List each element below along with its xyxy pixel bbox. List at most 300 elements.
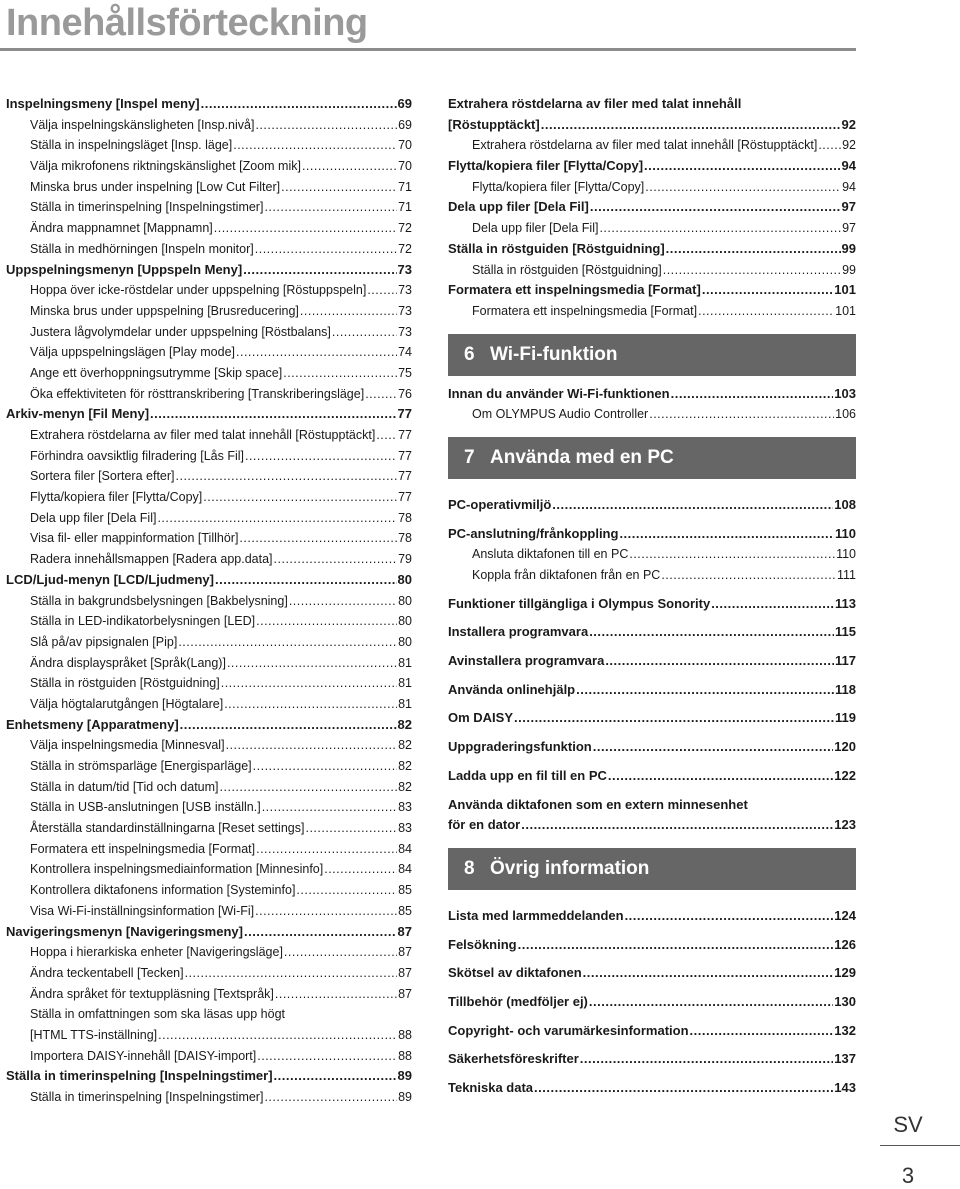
- toc-page-number: 77: [398, 469, 412, 484]
- toc-entry-heading[interactable]: [448, 935, 856, 956]
- dot-leader: [256, 611, 397, 632]
- toc-entry-title: Minska brus under uppspelning [Brusreducering]: [30, 303, 299, 318]
- toc-entry[interactable]: [6, 363, 412, 384]
- dot-leader: [215, 570, 397, 591]
- toc-page-number: 87: [398, 986, 412, 1001]
- dot-leader: [518, 935, 834, 956]
- toc-page-number: 126: [834, 936, 856, 952]
- dot-leader: [243, 260, 396, 281]
- dot-leader: [233, 135, 397, 156]
- dot-leader: [214, 218, 397, 239]
- toc-entry-title: Sortera filer [Sortera efter]: [30, 469, 175, 484]
- toc-entry-heading[interactable]: [448, 115, 856, 136]
- toc-entry[interactable]: [6, 694, 412, 715]
- toc-entry[interactable]: [6, 1004, 412, 1025]
- toc-entry-heading[interactable]: [448, 651, 856, 672]
- dot-leader: [157, 508, 397, 529]
- dot-leader: [711, 594, 834, 615]
- toc-entry-title: Hoppa i hierarkiska enheter [Navigeringsläge]: [30, 945, 283, 960]
- toc-entry[interactable]: [6, 818, 412, 839]
- toc-page-number: 97: [842, 221, 856, 236]
- toc-page-number: 78: [398, 510, 412, 525]
- toc-entry-title: Ställa in röstguiden [Röstguidning]: [448, 240, 665, 256]
- toc-entry-title: Copyright- och varumärkesinformation: [448, 1022, 689, 1038]
- toc-entry[interactable]: [448, 260, 856, 281]
- toc-entry-title: Om OLYMPUS Audio Controller: [472, 407, 649, 422]
- toc-entry[interactable]: [6, 735, 412, 756]
- chapter-title: Övrig information: [490, 857, 650, 879]
- dot-leader: [244, 922, 397, 943]
- toc-entry[interactable]: [6, 446, 412, 467]
- toc-entry-title: Ställa in medhörningen [Inspeln monitor]: [30, 241, 254, 256]
- dot-leader: [302, 156, 397, 177]
- toc-entry[interactable]: [6, 1087, 412, 1108]
- toc-page-number: 79: [398, 552, 412, 567]
- toc-page-number: 92: [841, 116, 856, 132]
- toc-entry[interactable]: [6, 756, 412, 777]
- toc-entry-title: Dela upp filer [Dela Fil]: [472, 221, 599, 236]
- toc-entry[interactable]: [6, 280, 412, 301]
- toc-entry[interactable]: [6, 508, 412, 529]
- toc-page-number: 108: [834, 496, 856, 512]
- toc-entry-title: Ändra teckentabell [Tecken]: [30, 965, 184, 980]
- chapter-number: 7: [464, 446, 475, 468]
- toc-page-number: 82: [398, 779, 412, 794]
- dot-leader: [253, 756, 397, 777]
- toc-entry-heading[interactable]: [6, 94, 412, 115]
- dot-leader: [629, 544, 835, 565]
- toc-page-number: 82: [398, 738, 412, 753]
- toc-page-number: 77: [398, 428, 412, 442]
- toc-entry[interactable]: [6, 425, 412, 446]
- toc-page-number: 119: [835, 710, 856, 726]
- toc-page-number: 73: [398, 324, 412, 339]
- toc-entry-title: Felsökning: [448, 936, 517, 952]
- toc-page-number: 110: [836, 547, 856, 562]
- toc-entry-title: Dela upp filer [Dela Fil]: [448, 199, 589, 215]
- toc-entry[interactable]: [6, 115, 412, 136]
- toc-page-number: 113: [835, 595, 856, 611]
- dot-leader: [180, 715, 397, 736]
- dot-leader: [324, 859, 397, 880]
- dot-leader: [255, 115, 397, 136]
- dot-leader: [176, 466, 398, 487]
- toc-entry-title: Kontrollera inspelningsmediainformation [Minnesinfo]: [30, 862, 324, 877]
- toc-entry-heading[interactable]: [448, 737, 856, 758]
- toc-page-number: 70: [398, 138, 412, 153]
- toc-entry-title: Välja inspelningskänsligheten [Insp.nivå]: [30, 117, 255, 132]
- toc-entry-title: Ändra displayspråket [Språk(Lang)]: [30, 655, 226, 670]
- dot-leader: [367, 280, 397, 301]
- toc-entry-heading[interactable]: [448, 239, 856, 260]
- toc-entry-heading[interactable]: [448, 280, 856, 301]
- dot-leader: [619, 524, 834, 545]
- toc-entry-title: Radera innehållsmappen [Radera app.data]: [30, 552, 273, 567]
- toc-entry-heading[interactable]: [448, 622, 856, 643]
- toc-entry-title: Navigeringsmenyn [Navigeringsmeny]: [6, 923, 243, 939]
- toc-entry[interactable]: [6, 653, 412, 674]
- dot-leader: [158, 1025, 397, 1046]
- chapter-number: 8: [464, 857, 475, 879]
- toc-entry-title: [HTML TTS-inställning]: [30, 1027, 158, 1042]
- toc-entry[interactable]: [448, 404, 856, 425]
- toc-entry-title: Flytta/kopiera filer [Flytta/Copy]: [30, 490, 203, 505]
- toc-entry-title: Ändra mappnamnet [Mappnamn]: [30, 221, 213, 236]
- toc-entry-heading[interactable]: [448, 594, 856, 615]
- toc-entry-heading[interactable]: [448, 708, 856, 729]
- dot-leader: [644, 156, 840, 177]
- toc-page-number: 81: [398, 696, 412, 711]
- page-number: 3: [901, 1163, 915, 1188]
- toc-entry[interactable]: [448, 177, 856, 198]
- dot-leader: [255, 239, 397, 260]
- toc-page-number: 103: [834, 385, 856, 401]
- toc-entry-title: Säkerhetsföreskrifter: [448, 1051, 579, 1067]
- chapter-number: 6: [464, 343, 475, 365]
- toc-page-number: 83: [398, 800, 412, 815]
- toc-entry[interactable]: [6, 549, 412, 570]
- toc-page-number: 84: [398, 841, 412, 856]
- dot-leader: [541, 115, 841, 136]
- toc-page-number: 80: [397, 571, 412, 587]
- dot-leader: [671, 384, 834, 405]
- toc-entry-title: Tekniska data: [448, 1080, 534, 1095]
- language-rule: [880, 1145, 960, 1146]
- toc-entry-title: Innan du använder Wi-Fi-funktionen: [448, 385, 670, 401]
- toc-entry-heading[interactable]: [448, 384, 856, 405]
- toc-entry[interactable]: [448, 544, 856, 565]
- toc-entry-title: Använda onlinehjälp: [448, 681, 576, 697]
- toc-entry-title: Kontrollera diktafonens information [Systeminfo]: [30, 883, 296, 898]
- toc-entry-title: Extrahera röstdelarna av filer med talat innehåll: [448, 96, 742, 111]
- toc-entry-heading[interactable]: [448, 680, 856, 701]
- toc-page-number: 72: [398, 221, 412, 236]
- toc-entry-heading[interactable]: [448, 992, 856, 1013]
- toc-left-column: [6, 94, 412, 1108]
- toc-entry-title: Uppgraderingsfunktion: [448, 739, 592, 755]
- toc-page-number: 87: [397, 923, 412, 939]
- toc-page-number: 94: [842, 179, 856, 194]
- toc-entry-title: Slå på/av pipsignalen [Pip]: [30, 634, 178, 649]
- dot-leader: [818, 135, 841, 156]
- toc-entry-title: Flytta/kopiera filer [Flytta/Copy]: [448, 158, 644, 174]
- toc-entry-title: Extrahera röstdelarna av filer med talat innehåll [Röstupptäckt]: [30, 428, 376, 442]
- toc-entry-title: Uppspelningsmenyn [Uppspeln Meny]: [6, 261, 243, 277]
- toc-entry-title: Ange ett överhoppningsutrymme [Skip space]: [30, 365, 283, 380]
- toc-entry-title: Välja inspelningsmedia [Minnesval]: [30, 738, 225, 753]
- toc-entry-title: Ställa in LED-indikatorbelysningen [LED]: [30, 614, 256, 629]
- toc-entry-title: Använda diktafonen som en extern minnesenhet: [448, 796, 748, 812]
- dot-leader: [589, 992, 833, 1013]
- dot-leader: [534, 1078, 833, 1099]
- toc-page-number: 73: [398, 283, 412, 298]
- toc-entry-heading[interactable]: [448, 766, 856, 787]
- toc-entry-title: [Röstupptäckt]: [448, 116, 540, 132]
- toc-page-number: 75: [398, 365, 412, 380]
- toc-entry[interactable]: [6, 135, 412, 156]
- dot-leader: [224, 694, 397, 715]
- toc-entry-heading[interactable]: [448, 94, 856, 115]
- toc-entry[interactable]: [6, 673, 412, 694]
- toc-entry-title: Välja högtalarutgången [Högtalare]: [30, 696, 224, 711]
- toc-entry[interactable]: [6, 797, 412, 818]
- dot-leader: [645, 177, 841, 198]
- toc-entry[interactable]: [448, 301, 856, 322]
- dot-leader: [649, 404, 834, 425]
- toc-entry-title: Ställa in inspelningsläget [Insp. läge]: [30, 138, 233, 153]
- toc-entry-title: Ställa in datum/tid [Tid och datum]: [30, 779, 219, 794]
- toc-page-number: 122: [834, 767, 856, 783]
- toc-entry-title: Välja mikrofonens riktningskänslighet [Zoom mik]: [30, 159, 301, 174]
- toc-page-number: 124: [834, 907, 856, 923]
- toc-page-number: 80: [398, 614, 412, 629]
- toc-entry-title: Avinstallera programvara: [448, 653, 605, 669]
- toc-entry[interactable]: [6, 342, 412, 363]
- toc-entry-title: PC-anslutning/frånkoppling: [448, 525, 619, 541]
- toc-entry-title: Hoppa över icke-röstdelar under uppspelning [Röstuppspeln]: [30, 283, 367, 298]
- toc-entry-heading[interactable]: [6, 260, 412, 281]
- toc-entry-title: Välja uppspelningslägen [Play mode]: [30, 345, 235, 360]
- dot-leader: [289, 591, 397, 612]
- toc-entry-title: Extrahera röstdelarna av filer med talat innehåll [Röstupptäckt]: [472, 138, 818, 153]
- toc-entry-heading[interactable]: [6, 404, 412, 425]
- toc-page-number: 123: [834, 817, 856, 833]
- chapter-title: Wi-Fi-funktion: [490, 343, 618, 365]
- dot-leader: [245, 446, 397, 467]
- toc-entry-heading[interactable]: [448, 156, 856, 177]
- toc-entry-title: Lista med larmmeddelanden: [448, 907, 624, 923]
- toc-page-number: 76: [398, 386, 412, 401]
- toc-page-number: 82: [398, 759, 412, 773]
- toc-entry[interactable]: [6, 632, 412, 653]
- dot-leader: [226, 735, 398, 756]
- dot-leader: [593, 737, 834, 758]
- toc-entry-title: Importera DAISY-innehåll [DAISY-import]: [30, 1048, 257, 1063]
- toc-page-number: 71: [398, 200, 412, 215]
- toc-entry[interactable]: [6, 322, 412, 343]
- toc-page-number: 99: [841, 240, 856, 256]
- toc-entry[interactable]: [6, 197, 412, 218]
- toc-page-number: 73: [397, 261, 412, 277]
- dot-leader: [702, 280, 833, 301]
- toc-page-number: 77: [397, 406, 412, 422]
- dot-leader: [608, 766, 833, 787]
- dot-leader: [178, 632, 397, 653]
- toc-entry-title: Formatera ett inspelningsmedia [Format]: [30, 841, 256, 856]
- toc-page-number: 85: [398, 903, 412, 918]
- chapter-heading: [448, 848, 856, 890]
- toc-entry[interactable]: [6, 239, 412, 260]
- toc-page-number: 118: [835, 681, 856, 697]
- toc-entry-title: PC-operativmiljö: [448, 496, 552, 512]
- toc-entry[interactable]: [6, 384, 412, 405]
- dot-leader: [663, 260, 841, 281]
- dot-leader: [521, 815, 833, 836]
- toc-page-number: 88: [398, 1048, 412, 1063]
- toc-entry-title: Ställa in omfattningen som ska läsas upp högt: [30, 1007, 286, 1022]
- dot-leader: [281, 177, 397, 198]
- toc-entry[interactable]: [6, 984, 412, 1005]
- toc-entry-title: Ställa in timerinspelning [Inspelningstimer]: [30, 1090, 264, 1104]
- toc-entry[interactable]: [6, 777, 412, 798]
- toc-entry-title: Skötsel av diktafonen: [448, 965, 582, 981]
- toc-entry[interactable]: [6, 177, 412, 198]
- toc-entry-title: Dela upp filer [Dela Fil]: [30, 510, 157, 525]
- toc-entry[interactable]: [6, 611, 412, 632]
- toc-page-number: 99: [842, 262, 856, 277]
- toc-entry-title: Öka effektiviteten för rösttranskribering [Transkriberingsläge]: [30, 386, 365, 401]
- dot-leader: [274, 1066, 397, 1087]
- dot-leader: [296, 880, 397, 901]
- toc-entry-title: Tillbehör (medföljer ej): [448, 993, 588, 1009]
- dot-leader: [666, 239, 841, 260]
- chapter-title: Använda med en PC: [490, 446, 674, 468]
- toc-page-number: 106: [835, 407, 856, 422]
- toc-entry-heading[interactable]: [448, 815, 856, 836]
- dot-leader: [552, 495, 833, 516]
- toc-entry-title: Ställa in röstguiden [Röstguidning]: [30, 676, 220, 691]
- toc-entry-heading[interactable]: [448, 524, 856, 545]
- toc-page-number: 69: [398, 117, 412, 132]
- dot-leader: [150, 404, 397, 425]
- toc-entry-heading[interactable]: [448, 197, 856, 218]
- toc-entry-title: Arkiv-menyn [Fil Meny]: [6, 406, 150, 422]
- toc-entry-title: Formatera ett inspelningsmedia [Format]: [448, 282, 701, 298]
- dot-leader: [227, 653, 397, 674]
- toc-page-number: 74: [398, 345, 412, 360]
- toc-page-number: 101: [835, 303, 856, 318]
- toc-page-number: 88: [398, 1027, 412, 1042]
- toc-entry[interactable]: [6, 859, 412, 880]
- toc-page-number: 72: [398, 241, 412, 256]
- toc-entry-title: Enhetsmeny [Apparatmeny]: [6, 716, 179, 732]
- toc-entry-heading[interactable]: [6, 715, 412, 736]
- toc-entry-title: Visa Wi-Fi-inställningsinformation [Wi-Fi]: [30, 903, 255, 918]
- toc-entry[interactable]: [6, 466, 412, 487]
- toc-page-number: 89: [397, 1068, 412, 1084]
- toc-entry[interactable]: [6, 880, 412, 901]
- dot-leader: [376, 425, 397, 446]
- toc-entry[interactable]: [6, 942, 412, 963]
- toc-entry-title: Visa fil- eller mappinformation [Tillhör]: [30, 531, 239, 546]
- dot-leader: [221, 673, 397, 694]
- toc-page-number: 85: [398, 883, 412, 898]
- toc-entry[interactable]: [6, 528, 412, 549]
- toc-entry[interactable]: [6, 963, 412, 984]
- dot-leader: [255, 901, 397, 922]
- toc-entry-title: Ändra språket för textuppläsning [Textspråk]: [30, 986, 274, 1001]
- toc-entry-title: Formatera ett inspelningsmedia [Format]: [472, 303, 698, 318]
- dot-leader: [275, 984, 397, 1005]
- toc-entry-heading[interactable]: [448, 906, 856, 927]
- toc-page-number: 81: [398, 655, 412, 670]
- toc-entry-title: Om DAISY: [448, 710, 514, 726]
- toc-entry-title: Ladda upp en fil till en PC: [448, 767, 607, 783]
- toc-entry-title: Ställa in timerinspelning [Inspelningstimer]: [6, 1068, 273, 1084]
- dot-leader: [262, 797, 397, 818]
- toc-page-number: 78: [398, 531, 412, 546]
- toc-entry[interactable]: [448, 218, 856, 239]
- dot-leader: [625, 906, 834, 927]
- dot-leader: [256, 839, 397, 860]
- toc-page-number: 73: [398, 303, 412, 318]
- dot-leader: [365, 384, 397, 405]
- toc-page-number: 87: [398, 945, 412, 960]
- toc-page-number: 80: [398, 593, 412, 608]
- toc-page-number: 71: [398, 179, 412, 194]
- language-code: SV: [893, 1112, 923, 1137]
- toc-entry[interactable]: [6, 591, 412, 612]
- toc-page-number: 89: [398, 1090, 412, 1104]
- dot-leader: [239, 528, 397, 549]
- dot-leader: [590, 197, 841, 218]
- dot-leader: [661, 565, 836, 586]
- toc-page-number: 81: [398, 676, 412, 691]
- toc-entry-title: Installera programvara: [448, 624, 589, 640]
- toc-page-number: 130: [834, 993, 856, 1009]
- dot-leader: [580, 1049, 834, 1070]
- dot-leader: [284, 942, 397, 963]
- dot-leader: [236, 342, 397, 363]
- dot-leader: [605, 651, 834, 672]
- dot-leader: [698, 301, 834, 322]
- chapter-heading: [448, 334, 856, 376]
- toc-entry[interactable]: [448, 135, 856, 156]
- toc-page-number: 111: [836, 568, 856, 582]
- toc-entry[interactable]: [6, 901, 412, 922]
- toc-entry-heading[interactable]: [448, 795, 856, 816]
- dot-leader: [576, 680, 834, 701]
- toc-entry[interactable]: [448, 565, 856, 586]
- toc-entry-title: Flytta/kopiera filer [Flytta/Copy]: [472, 179, 645, 194]
- toc-page-number: 69: [397, 96, 412, 111]
- dot-leader: [220, 777, 398, 798]
- toc-entry-heading[interactable]: [448, 1021, 856, 1042]
- toc-entry[interactable]: [6, 218, 412, 239]
- dot-leader: [257, 1046, 397, 1067]
- toc-entry-heading[interactable]: [448, 963, 856, 984]
- toc-entry-heading[interactable]: [448, 1049, 856, 1070]
- dot-leader: [274, 549, 398, 570]
- toc-entry[interactable]: [6, 156, 412, 177]
- toc-entry-heading[interactable]: [448, 1078, 856, 1099]
- toc-page-number: 70: [398, 159, 412, 174]
- toc-entry-title: LCD/Ljud-menyn [LCD/Ljudmeny]: [6, 571, 214, 587]
- toc-entry-title: Minska brus under inspelning [Low Cut Filter]: [30, 179, 281, 194]
- title-rule: [0, 48, 856, 51]
- toc-entry-heading[interactable]: [6, 570, 412, 591]
- toc-entry[interactable]: [6, 839, 412, 860]
- toc-right-column: [448, 94, 856, 1099]
- toc-entry[interactable]: [6, 487, 412, 508]
- toc-entry[interactable]: [6, 1025, 412, 1046]
- dot-leader: [185, 963, 398, 984]
- toc-entry-title: för en dator: [448, 817, 521, 833]
- toc-entry-heading[interactable]: [6, 1066, 412, 1087]
- toc-page-number: 143: [834, 1080, 856, 1095]
- toc-page-number: 97: [841, 199, 856, 215]
- toc-entry-title: Koppla från diktafonen från en PC: [472, 568, 661, 582]
- toc-entry[interactable]: [6, 301, 412, 322]
- toc-entry-heading[interactable]: [6, 922, 412, 943]
- dot-leader: [332, 322, 397, 343]
- toc-page-number: 132: [834, 1022, 856, 1038]
- toc-entry[interactable]: [6, 1046, 412, 1067]
- toc-page-number: 80: [398, 634, 412, 649]
- toc-entry-title: Ställa in röstguiden [Röstguidning]: [472, 262, 662, 277]
- dot-leader: [203, 487, 397, 508]
- toc-entry-heading[interactable]: [448, 495, 856, 516]
